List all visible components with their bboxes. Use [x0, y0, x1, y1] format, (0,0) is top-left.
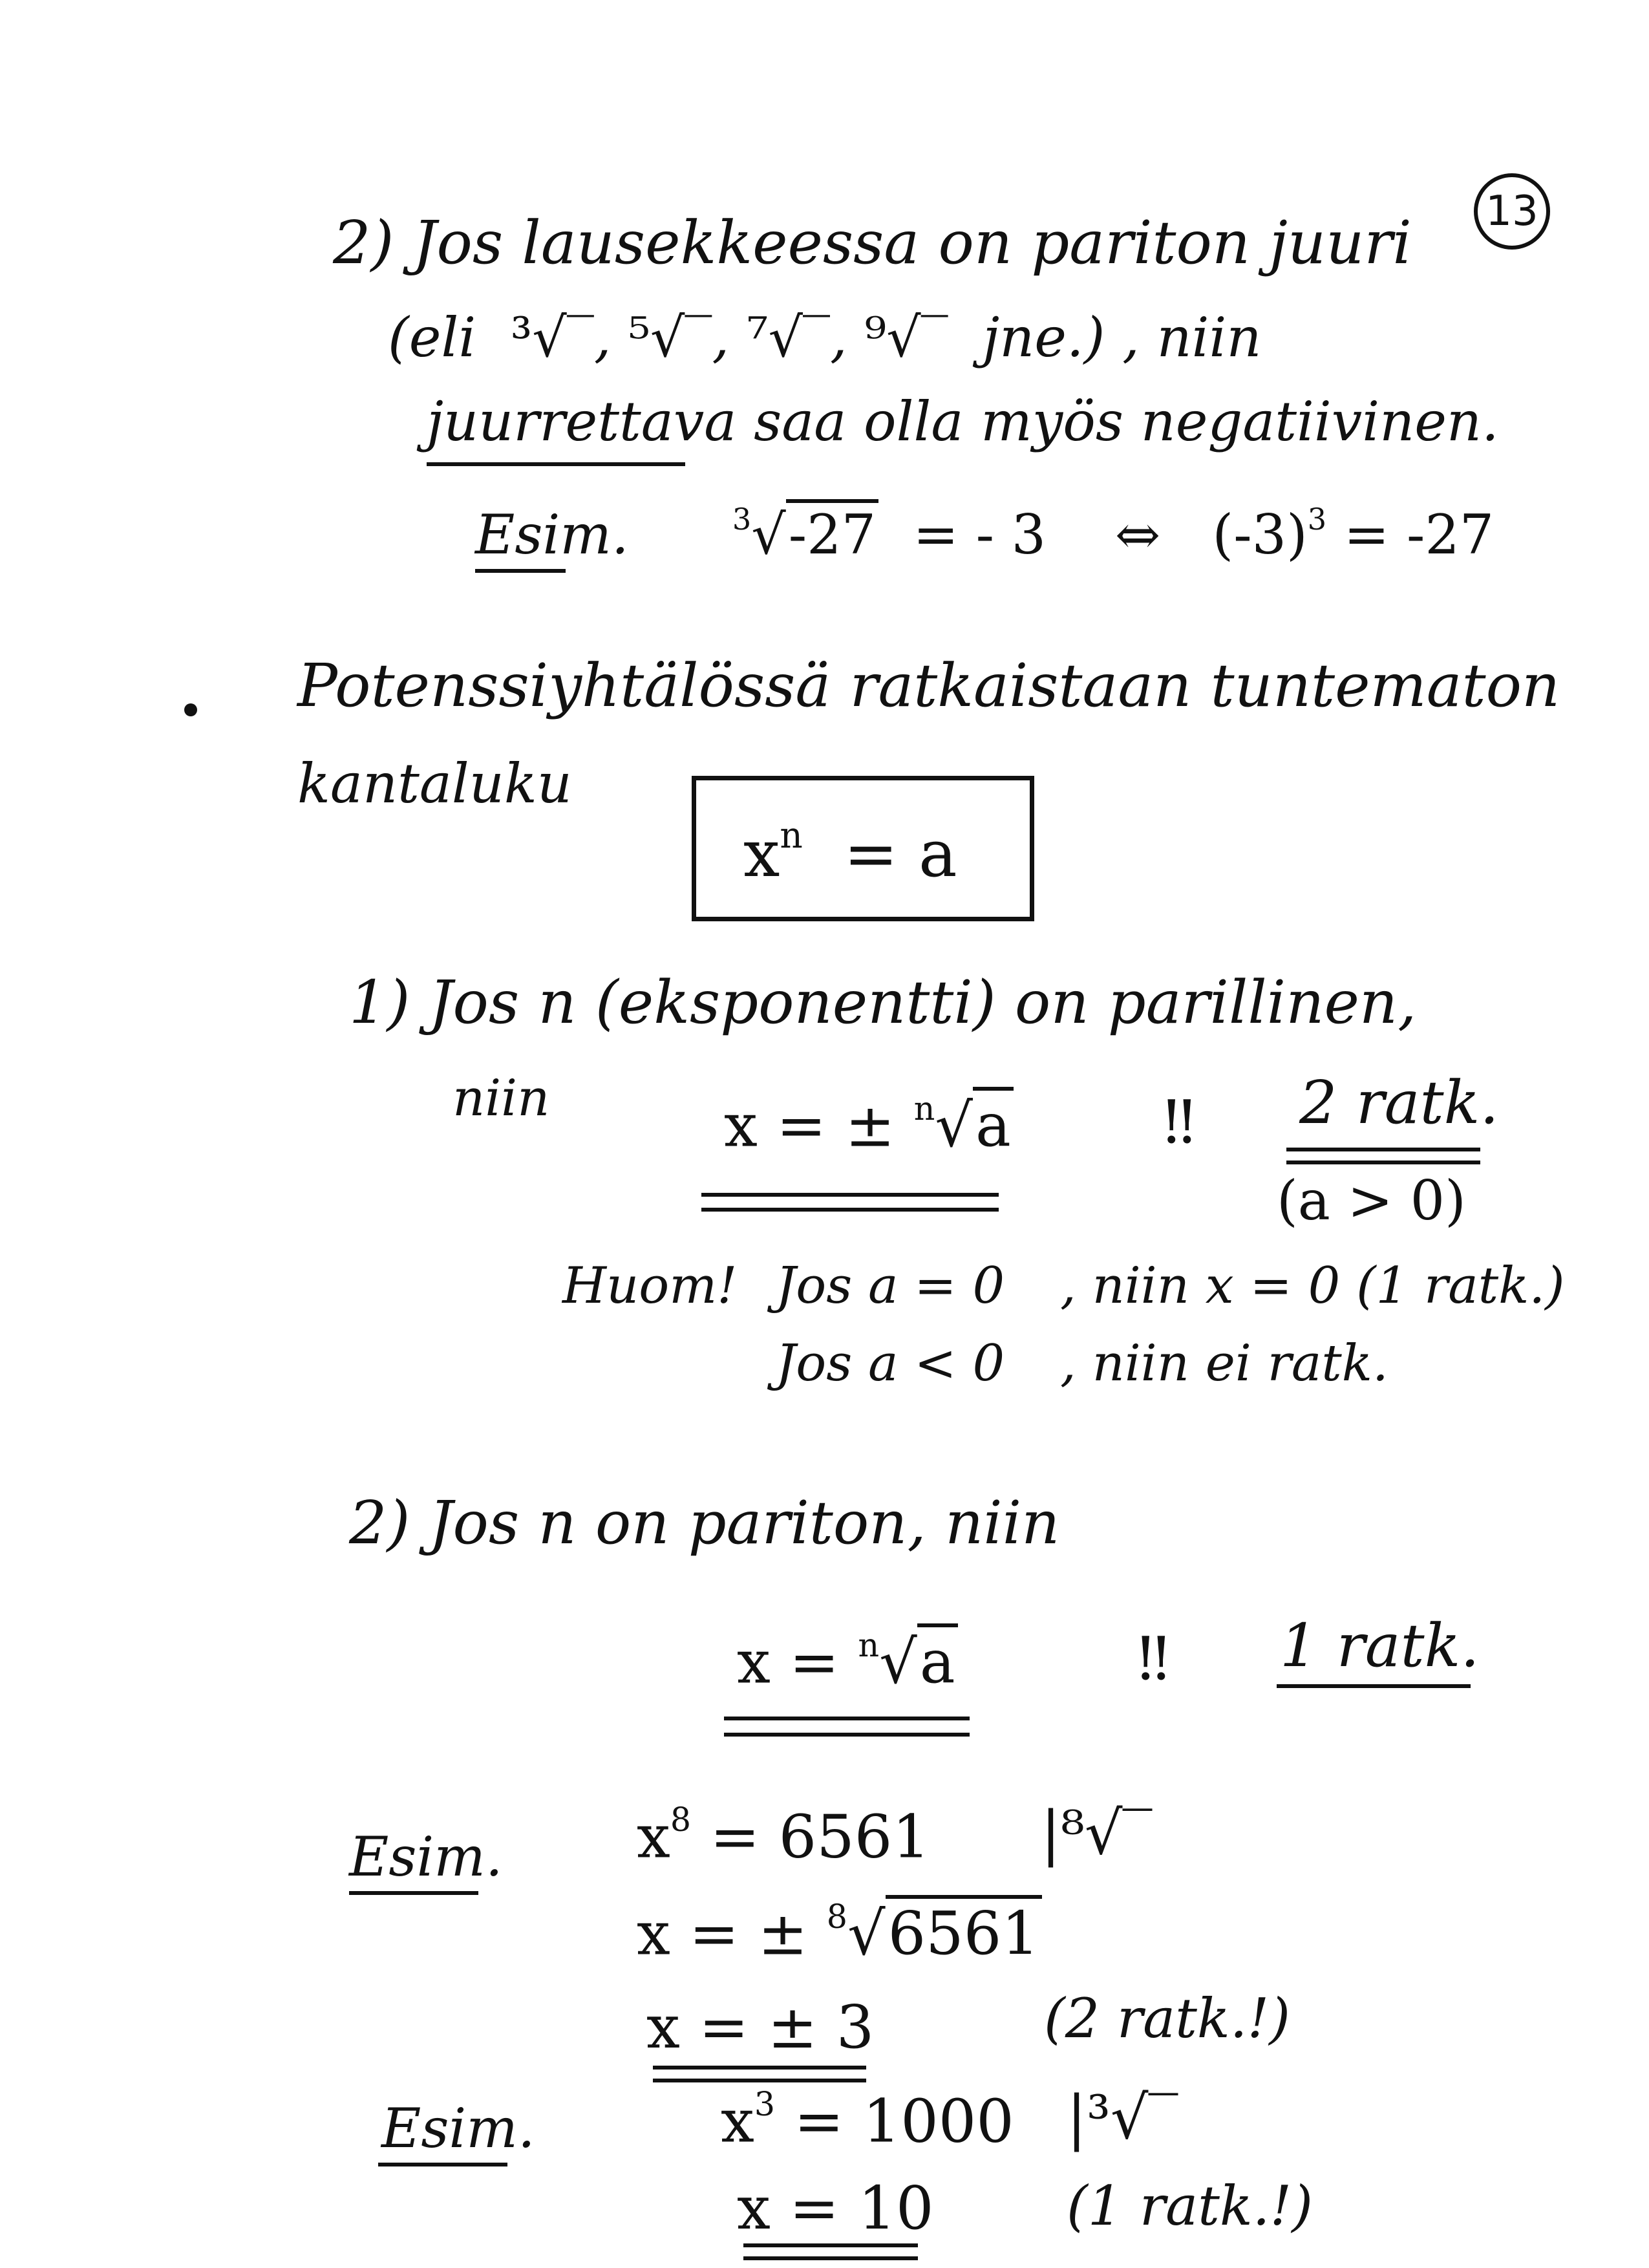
note1-result: , niin x = 0 (1 ratk.) — [1060, 1257, 1565, 1315]
case1-formula: x = ± $^n$√a — [724, 1093, 1014, 1155]
seventh-root-symbol: ⁷√‾ — [746, 306, 831, 369]
case2-solutions: 1 ratk. — [1280, 1611, 1480, 1680]
section-a-line2: (eli ³√‾, ⁵√‾, ⁷√‾, ⁹√‾ jne.) , niin — [388, 306, 1262, 369]
example-result: = - 3 — [913, 502, 1047, 566]
example2-eq1: $x^3 = 1000$ — [721, 2085, 1014, 2156]
example2-label-underline — [378, 2163, 507, 2166]
example1-label: Esim. — [349, 1825, 503, 1888]
section-b-intro-line2: kantaluku — [297, 752, 572, 815]
example1-label-underline — [349, 1891, 478, 1895]
case1-solutions: 2 ratk. — [1299, 1068, 1499, 1137]
example2-eq2-underline-2 — [743, 2256, 918, 2260]
section-a-line1: 2) Jos lausekkeessa on pariton juuri — [333, 208, 1412, 277]
underline-juurrettava — [427, 462, 685, 466]
example2-eq2: x = 10 — [737, 2174, 934, 2243]
case1-marks: ‼ — [1164, 1087, 1195, 1157]
example1-eq2: x = ± $^8$√6561 — [637, 1901, 1042, 1963]
section-a-line2-prefix: (eli — [388, 306, 476, 369]
case1-line1: 1) Jos n (eksponentti) on parillinen, — [349, 968, 1417, 1037]
example2-label: Esim. — [381, 2097, 535, 2160]
note2-cond: Jos a < 0 — [776, 1334, 1005, 1393]
note-label: Huom! — [562, 1257, 738, 1315]
case1-line2: niin — [452, 1069, 550, 1128]
underline-esim-a — [475, 569, 566, 573]
example2-eq2-underline-1 — [743, 2243, 918, 2247]
boxed-equation-text: $x^n = a$ — [743, 815, 957, 892]
cube-root-symbol: ³√‾ — [510, 306, 594, 369]
case1-solutions-underline-2 — [1286, 1161, 1480, 1164]
page-number: 13 — [1474, 173, 1550, 250]
example-root: $^3$√-27 — [732, 503, 878, 566]
example2-note: (1 ratk.!) — [1067, 2174, 1314, 2238]
bullet-point — [184, 703, 197, 716]
case2-solutions-underline — [1277, 1684, 1471, 1688]
case2-line1: 2) Jos n on pariton, niin — [349, 1488, 1060, 1557]
case1-formula-underline-2 — [701, 1208, 999, 1212]
case2-formula: x = $^n$√a — [737, 1629, 958, 1692]
section-a-line2-suffix: jne.) , niin — [983, 306, 1262, 369]
section-a-line3: juurrettava saa olla myös negatiivinen. — [427, 390, 1499, 453]
section-a-example — [475, 502, 1495, 566]
note2-result: , niin ei ratk. — [1060, 1334, 1388, 1393]
case1-formula-underline-1 — [701, 1193, 999, 1197]
example1-eq3-underline-1 — [653, 2066, 866, 2070]
example1-eq3-underline-2 — [653, 2079, 866, 2082]
example2-operation: |³√‾ — [1067, 2083, 1178, 2152]
case1-solutions-underline-1 — [1286, 1148, 1480, 1151]
example1-eq1: $x^8 = 6561$ — [637, 1801, 930, 1872]
fifth-root-symbol: ⁵√‾ — [628, 306, 712, 369]
note1-cond: Jos a = 0 — [776, 1257, 1005, 1315]
case2-formula-underline-2 — [724, 1733, 970, 1737]
case2-formula-underline-1 — [724, 1717, 970, 1720]
example-check: $(-3)^3 = -27$ — [1212, 502, 1495, 566]
case2-marks: ‼ — [1138, 1624, 1169, 1693]
example-label: Esim. — [475, 502, 629, 566]
equivalence-arrow: ⇔ — [1114, 502, 1161, 566]
case1-condition: (a > 0) — [1277, 1169, 1466, 1232]
example1-eq3: x = ± 3 — [646, 1993, 875, 2062]
example1-note: (2 ratk.!) — [1044, 1987, 1291, 2050]
section-b-intro-line1: Potenssiyhtälössä ratkaistaan tuntematon — [297, 651, 1560, 720]
ninth-root-symbol: ⁹√‾ — [864, 306, 948, 369]
example1-operation: |⁸√‾ — [1041, 1799, 1153, 1868]
